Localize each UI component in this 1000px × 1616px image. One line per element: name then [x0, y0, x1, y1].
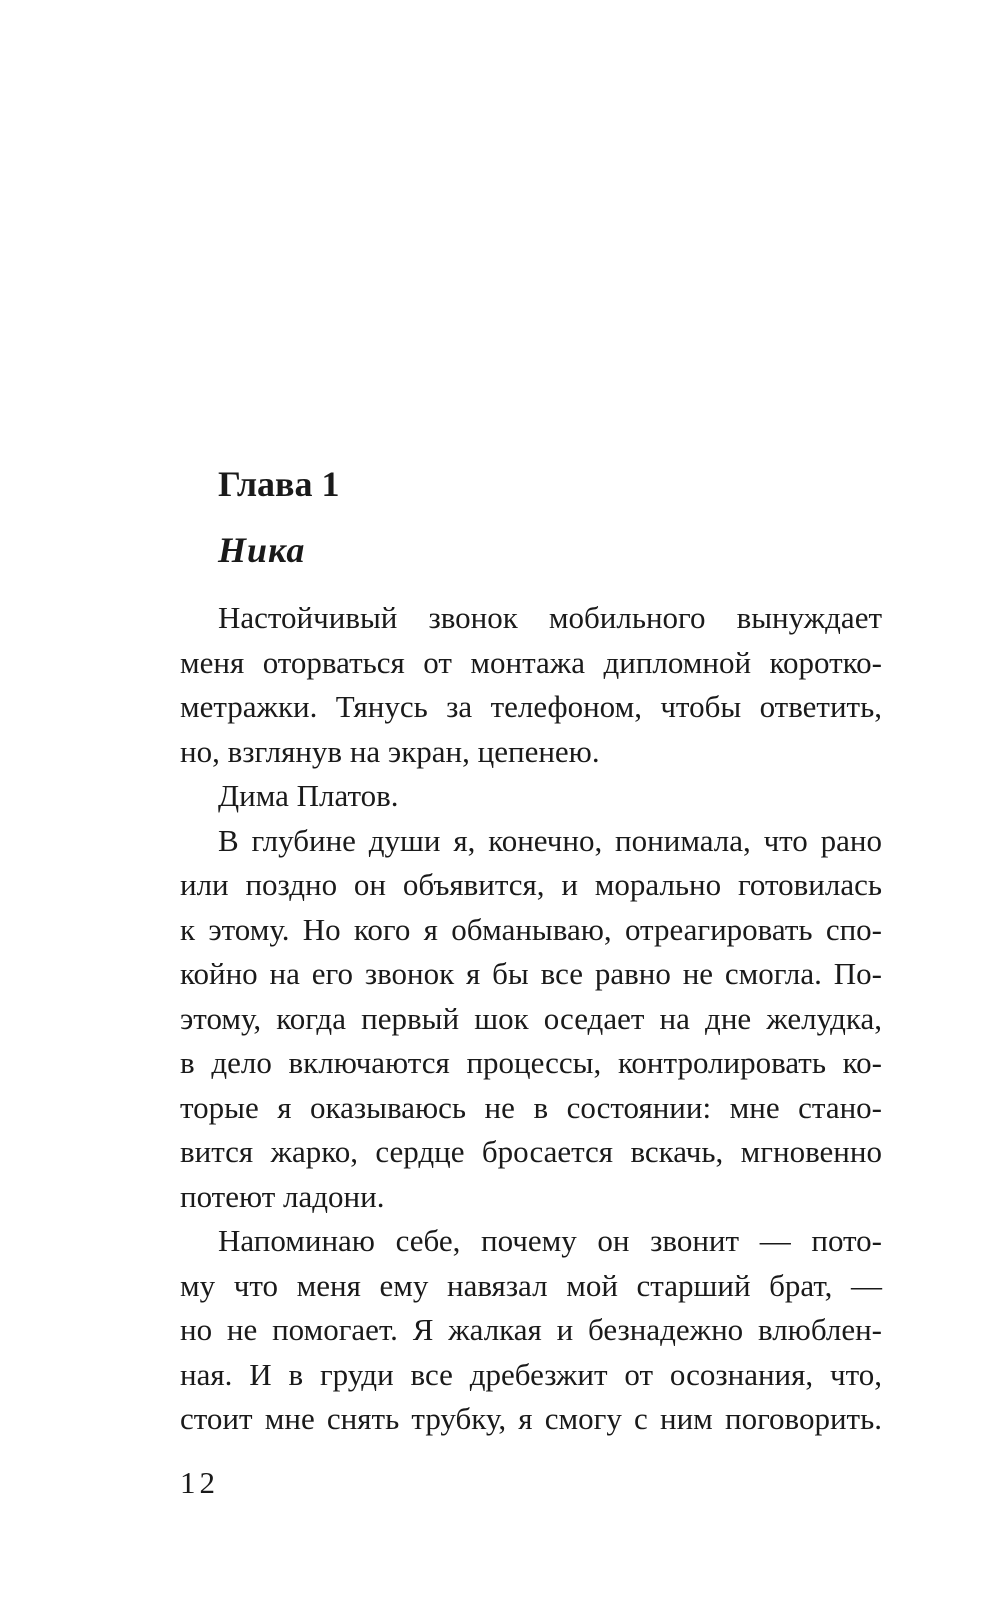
text-line: стоит мне снять трубку, я смогу с ним поговорить.: [180, 1401, 882, 1436]
chapter-subtitle: Ника: [218, 530, 306, 570]
text-line: потеют ладони.: [180, 1178, 385, 1214]
text-line: но, взглянув на экран, цепенею.: [180, 733, 600, 769]
text-line: или поздно он объявится, и морально готовилась: [180, 867, 882, 902]
text-line: вится жарко, сердце бросается вскачь, мгновенно: [180, 1134, 882, 1169]
text-line: Дима Платов.: [218, 778, 399, 813]
text-line: В глубине души я, конечно, понимала, что рано: [218, 822, 882, 858]
text-line: к этому. Но кого я обманываю, отреагировать спо-: [180, 911, 882, 947]
text-line: метражки. Тянусь за телефоном, чтобы ответить,: [180, 689, 882, 724]
text-line: в дело включаются процессы, контролировать ко-: [180, 1045, 882, 1080]
text-line: Напоминаю себе, почему он звонит — пото-: [218, 1223, 882, 1258]
text-line: этому, когда первый шок оседает на дне желудка,: [180, 1000, 882, 1036]
text-line: меня оторваться от монтажа дипломной коротко-: [180, 644, 882, 680]
text-line: но не помогает. Я жалкая и безнадежно влюблен-: [180, 1312, 882, 1347]
text-line: ная. И в груди все дребезжит от осознания, что,: [180, 1356, 882, 1392]
body-text: [180, 596, 882, 1442]
text-line: торые я оказываюсь не в состоянии: мне стано-: [180, 1089, 882, 1125]
chapter-title: Глава 1: [218, 464, 340, 504]
page-number: 12: [180, 1465, 219, 1500]
text-line: Настойчивый звонок мобильного вынуждает: [218, 600, 882, 635]
text-line: му что меня ему навязал мой старший брат, —: [180, 1267, 882, 1303]
text-line: койно на его звонок я бы все равно не смогла. По-: [180, 956, 882, 991]
